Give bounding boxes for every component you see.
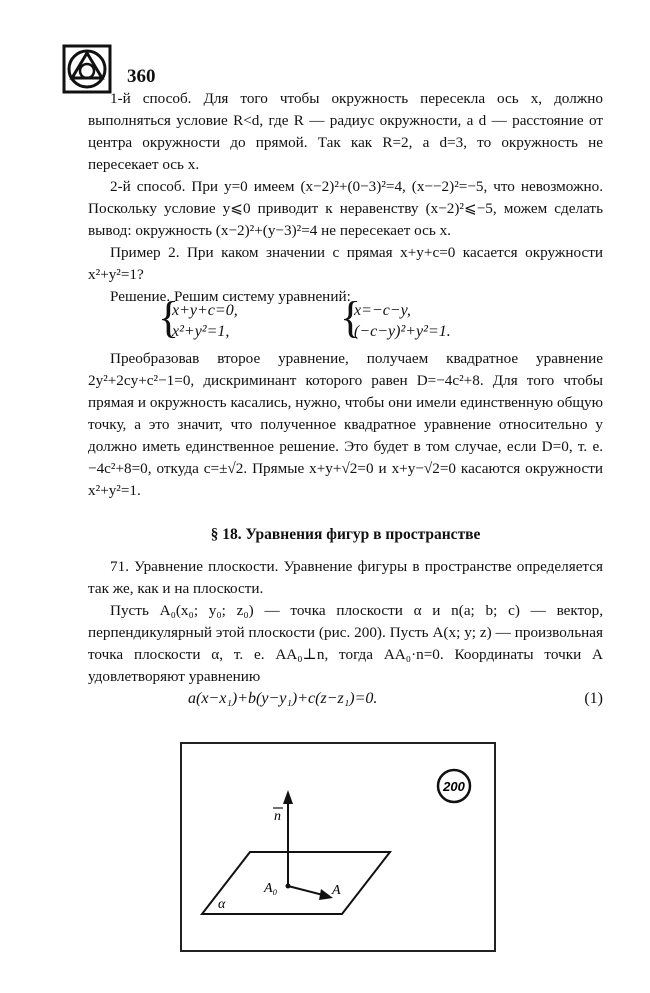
equation-number: (1) — [584, 690, 603, 707]
system-right-line-1: x=−c−y, — [354, 302, 411, 319]
para-5: Пусть A₀(x₀; y₀; z₀) — точка плоскости α и n(a; b; c) — вектор, перпендикулярный этой плоскости (рис. 200). Пусть A(x; y; z) — произвольная точка плоскости α, т. е. AA₀⊥n, тогда AA₀·n=0. Координаты точки A удовлетворяют уравнению — [88, 602, 603, 685]
section-title: § 18. Уравнения фигур в пространстве — [210, 526, 481, 543]
system-left-line-2: x²+y²=1, — [172, 323, 230, 340]
system-left — [158, 293, 238, 342]
brace-right-icon: { — [340, 293, 362, 342]
solution-intro: Решение. Решим систему уравнений: — [110, 288, 351, 305]
vector-arrowhead-icon — [319, 889, 333, 900]
para-1: 1-й способ. Для того чтобы окружность пересекла ось x, должно выполняться условие R<d, где R — радиус окружности, а d — расстояние от центра окружности до прямой. Так как R=2, а d=3, то окружность не пересекает ось x. — [88, 90, 603, 173]
para-2: 2-й способ. При y=0 имеем (x−2)²+(0−3)²=4, (x−−2)²=−5, что невозможно. Поскольку условие y⩽0 приводит к неравенству (x−2)²⩽−5, можем сделать вывод: окружность (x−2)²+(y−3)²=4 не пересекает ось x. — [88, 178, 603, 239]
system-left-line-1: x+y+c=0, — [172, 302, 238, 319]
label-a: A — [332, 883, 341, 898]
brace-left-icon: { — [158, 293, 180, 342]
discriminant-block — [88, 348, 603, 502]
normal-arrowhead-icon — [283, 790, 293, 804]
label-a0: A₀ — [264, 881, 278, 896]
system-right-line-2: (−c−y)²+y²=1. — [354, 323, 451, 340]
method-one-paragraph — [88, 88, 603, 308]
plane-equation-block — [88, 556, 603, 688]
label-alpha: α — [218, 897, 226, 912]
figure-number: 200 — [443, 779, 465, 794]
point-a0 — [286, 884, 291, 889]
para-3: Преобразовав второе уравнение, получаем квадратное уравнение 2y²+2cy+c²−1=0, дискриминант которого равен D=−4c²+8. Для того чтобы прямая и окружность касались, нужно, чтобы они имели единственную общую точку, а это значит, что полученное квадратное уравнение относительно y должно иметь единственное решение. Это будет в том случае, если D=0, т. е. −4c²+8=0, откуда c=±√2. Прямые x+y+√2=0 и x+y−√2=0 касаются окружности x²+y²=1. — [88, 350, 603, 499]
example-2: Пример 2. При каком значении c прямая x+y+c=0 касается окружности x²+y²=1? — [88, 244, 603, 283]
page-number: 360 — [127, 66, 156, 87]
system-right — [340, 293, 451, 342]
plane-alpha — [202, 852, 390, 914]
figure-200 — [180, 742, 496, 952]
para-4: 71. Уравнение плоскости. Уравнение фигуры в пространстве определяется так же, как и на плоскости. — [88, 558, 603, 597]
plane-diagram — [182, 744, 494, 950]
equation: a(x−x₁)+b(y−y₁)+c(z−z₁)=0. — [188, 690, 378, 707]
section-logo-icon — [62, 44, 112, 94]
label-n: n — [274, 809, 281, 824]
